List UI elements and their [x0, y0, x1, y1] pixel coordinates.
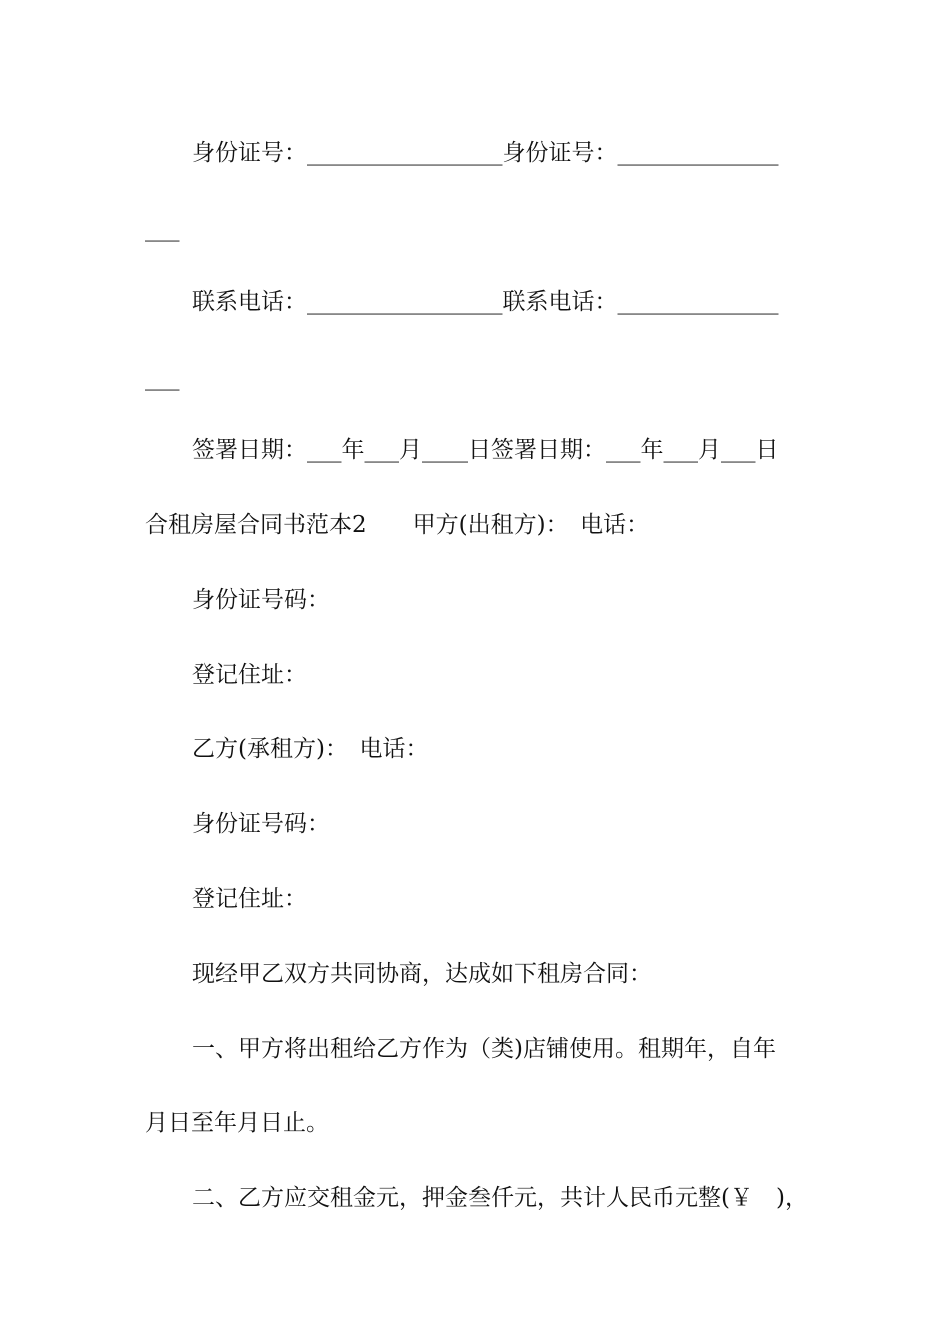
clause-two: 二、乙方应交租金元，押金叁仟元，共计人民币元整(￥ )，: [192, 1185, 808, 1211]
party-a-id-number: 身份证号码：: [192, 587, 330, 613]
agreement-intro: 现经甲乙双方共同协商，达成如下租房合同：: [192, 961, 652, 987]
clause-one-continuation: 月日至年月日止。: [145, 1110, 329, 1136]
clause-one: 一、甲方将出租给乙方作为（类)店铺使用。租期年，自年: [192, 1036, 776, 1062]
party-b-line: 乙方(承租方)： 电话：: [192, 736, 429, 762]
signing-date-line: 签署日期：___年___月____日签署日期：___年___月___日: [192, 437, 779, 463]
party-a-address: 登记住址：: [192, 662, 307, 688]
party-b-id-number: 身份证号码：: [192, 811, 330, 837]
id-number-continuation: ___: [145, 216, 180, 242]
phone-signature-line: 联系电话：_________________联系电话：______________: [192, 289, 779, 315]
party-b-address: 登记住址：: [192, 886, 307, 912]
contract-title-party-a: 合租房屋合同书范本2 甲方(出租方)： 电话：: [145, 512, 650, 538]
phone-continuation: ___: [145, 365, 180, 391]
id-number-signature-line: 身份证号：_________________身份证号：______________: [192, 140, 779, 166]
